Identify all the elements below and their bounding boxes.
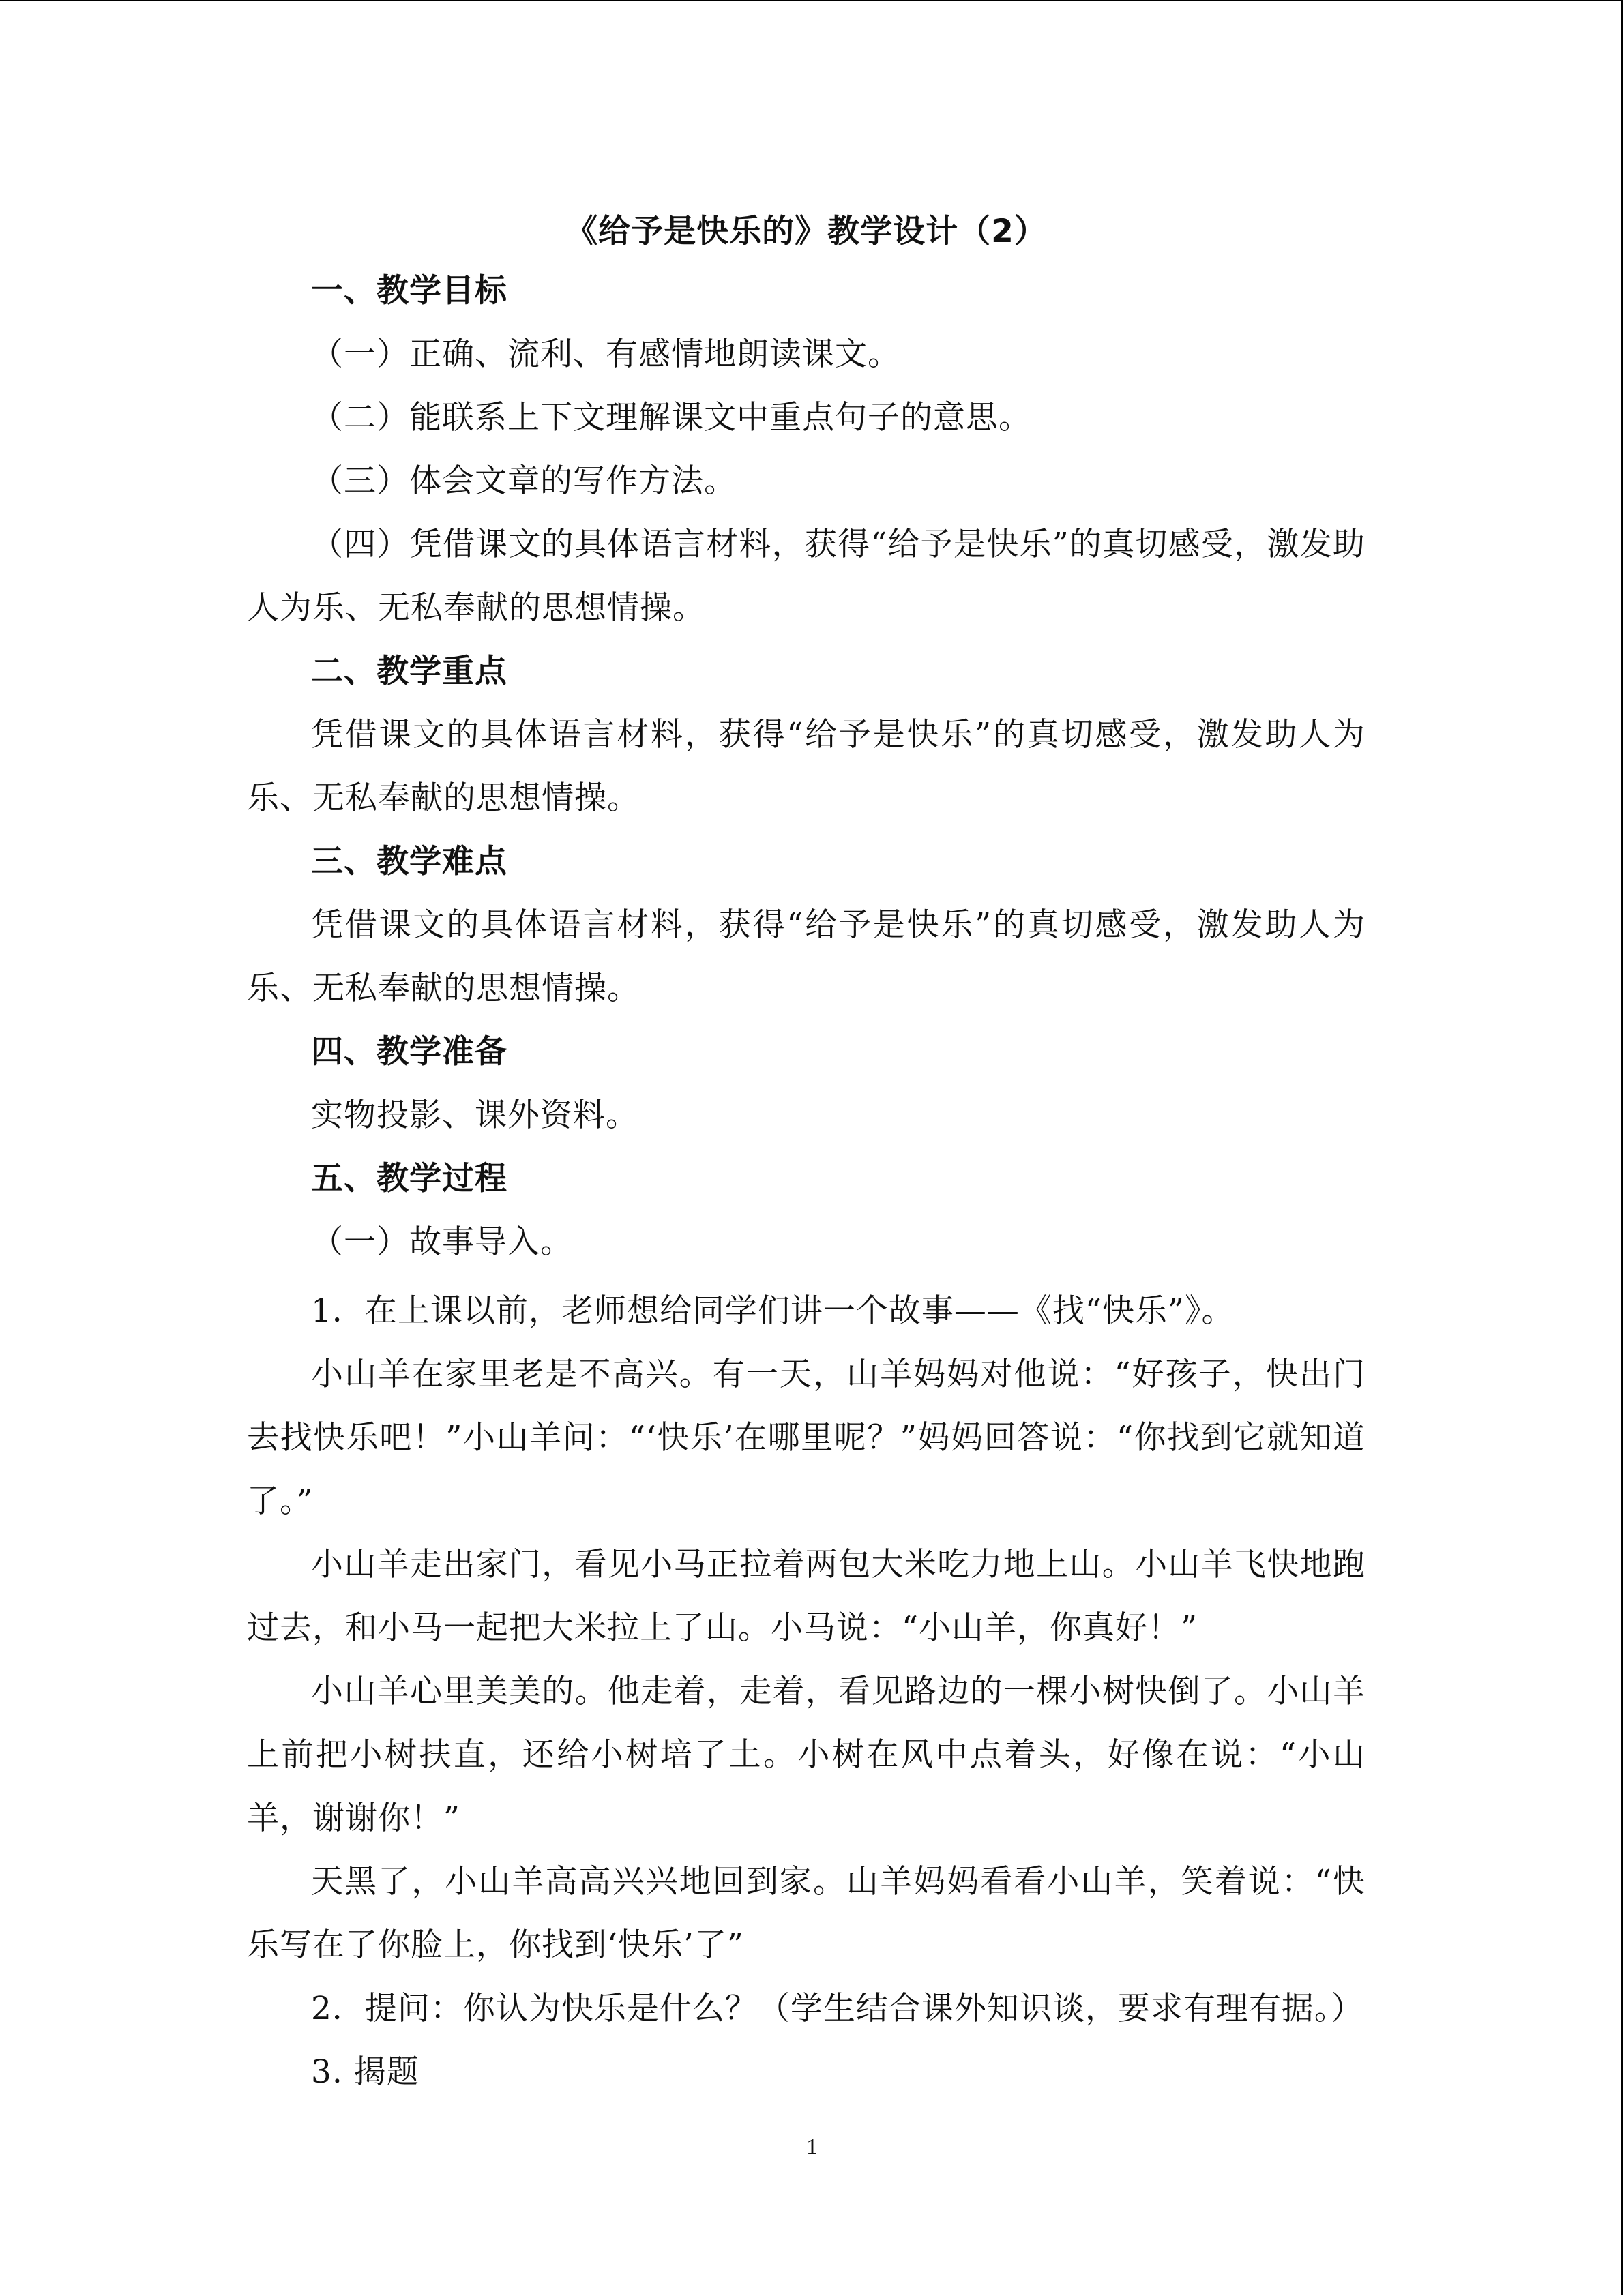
process-step: 2．提问：你认为快乐是什么？（学生结合课外知识谈，要求有理有据。） [311,1990,1364,2027]
section-heading-difficulties: 三、教学难点 [311,843,507,880]
objective-item: （一）正确、流利、有感情地朗读课文。 [311,336,900,373]
story-paragraph: 小山羊在家里老是不高兴。有一天，山羊妈妈对他说：“好孩子，快出门去找快乐吧！”小山羊问：“‘快乐’在哪里呢？”妈妈回答说：“你找到它就知道了。” [247,1356,1365,1520]
section-heading-preparation: 四、教学准备 [311,1033,507,1071]
objective-item: （二）能联系上下文理解课文中重点句子的意思。 [311,399,1031,436]
process-step: 3. 揭题 [311,2053,419,2091]
objective-item: （四）凭借课文的具体语言材料，获得“给予是快乐”的真切感受，激发助人为乐、无私奉献的思想情操。 [247,526,1365,627]
section-heading-objectives: 一、教学目标 [311,272,507,310]
process-step: 1．在上课以前，老师想给同学们讲一个故事——《找“快乐”》。 [311,1292,1235,1330]
page-number: 1 [806,2134,818,2160]
section-heading-key-points: 二、教学重点 [311,653,507,690]
section-heading-process: 五、教学过程 [311,1160,507,1197]
document-body [247,205,1365,2104]
objective-item: （三）体会文章的写作方法。 [311,462,737,500]
process-subheading: （一）故事导入。 [311,1223,573,1261]
story-paragraph: 小山羊走出家门，看见小马正拉着两包大米吃力地上山。小山羊飞快地跑过去，和小马一起把大米拉上了山。小马说：“小山羊，你真好！” [247,1546,1365,1647]
key-points-text: 凭借课文的具体语言材料，获得“给予是快乐”的真切感受，激发助人为乐、无私奉献的思想情操。 [247,716,1365,817]
story-paragraph: 小山羊心里美美的。他走着，走着，看见路边的一棵小树快倒了。小山羊上前把小树扶直，还给小树培了土。小树在风中点着头，好像在说：“小山羊，谢谢你！” [247,1673,1365,1837]
preparation-text: 实物投影、课外资料。 [311,1097,638,1134]
document-title: 《给予是快乐的》教学设计（2） [565,213,1047,250]
difficulties-text: 凭借课文的具体语言材料，获得“给予是快乐”的真切感受，激发助人为乐、无私奉献的思想情操。 [247,906,1365,1007]
story-paragraph: 天黑了，小山羊高高兴兴地回到家。山羊妈妈看看小山羊，笑着说：“快乐写在了你脸上，你找到‘快乐’了” [247,1863,1365,1964]
